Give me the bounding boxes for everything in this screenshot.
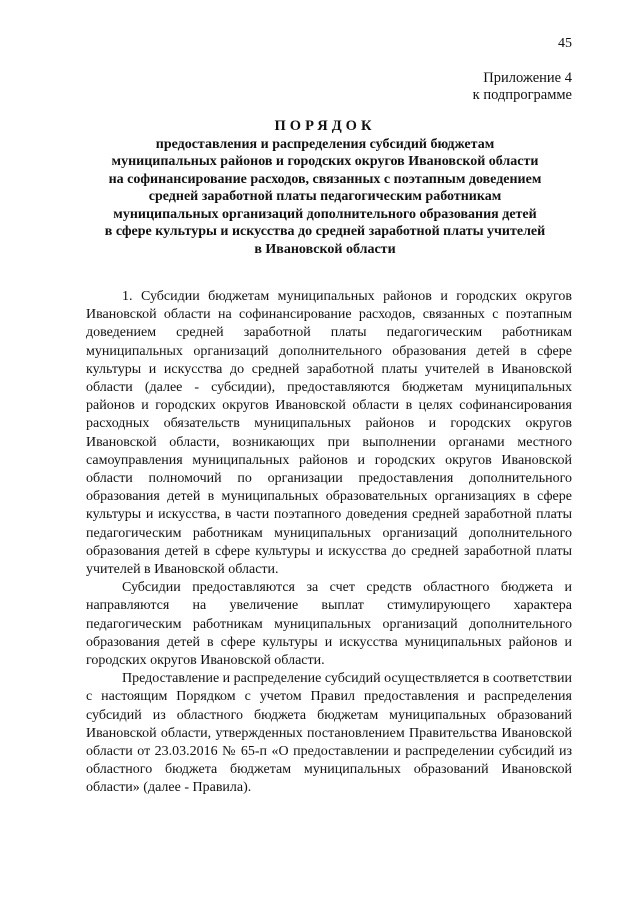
subtitle-line-4: средней заработной платы педагогическим работникам bbox=[148, 189, 502, 204]
title-main: ПОРЯДОК bbox=[274, 118, 376, 134]
page-number: 45 bbox=[558, 36, 572, 51]
subtitle-line-7: в Ивановской области bbox=[254, 241, 396, 257]
subtitle-line-2: муниципальных районов и городских округов Ивановской области bbox=[111, 154, 539, 169]
paragraph-3: Предоставление и распределение субсидий осуществляется в соответствии с настоящим Порядком с учетом Правил предоставления и распределения субсидий из областного бюджета бюджетам муниципальных образований Ивановской области, утвержденных постановлением Правительства Ивановской области от 23.03.2016 № 65-п «О предоставлении и распределении субсидий из областного бюджета бюджетам муниципальных образований Ивановской области» (далее - Правила). bbox=[86, 671, 572, 796]
appendix-line-2: к подпрограмме bbox=[472, 87, 572, 103]
paragraph-2: Субсидии предоставляются за счет средств областного бюджета и направляются на увеличение выплат стимулирующего характера педагогическим работникам муниципальных организаций дополнительного образования детей в сфере культуры и искусства муниципальных районов и городских округов Ивановской области. bbox=[86, 580, 572, 669]
paragraph-1: 1. Субсидии бюджетам муниципальных районов и городских округов Ивановской области на софинансирование расходов, связанных с поэтапным доведением средней заработной платы педагогическим работникам муниципальных организаций дополнительного образования детей в сфере культуры и искусства до средней заработной платы учителей в Ивановской области (далее - субсидии), предоставляются бюджетам муниципальных районов и городских округов Ивановской области в целях софинансирования расходных обязательств муниципальных районов и городских округов Ивановской области, возникающих при выполнении органами местного самоуправления муниципальных районов и городских округов Ивановской области полномочий по организации предоставления дополнительного образования детей в муниципальных образовательных организациях в сфере культуры и искусства, в части поэтапного доведения средней заработной платы педагогическим работникам муниципальных организаций дополнительного образования детей в сфере культуры и искусства до средней заработной платы учителей в Ивановской области. bbox=[86, 289, 572, 578]
subtitle-line-5: муниципальных организаций дополнительного образования детей bbox=[113, 206, 537, 222]
document-title bbox=[80, 118, 570, 258]
subtitle-line-3: на софинансирование расходов, связанных с поэтапным доведением bbox=[108, 171, 542, 187]
subtitle-line-6: в сфере культуры и искусства до средней заработной платы учителей bbox=[104, 224, 546, 239]
body-text bbox=[86, 288, 572, 798]
appendix-line-1: Приложение 4 bbox=[483, 70, 572, 86]
subtitle-line-1: предоставления и распределения субсидий бюджетам bbox=[155, 136, 495, 152]
appendix-reference bbox=[473, 70, 572, 104]
